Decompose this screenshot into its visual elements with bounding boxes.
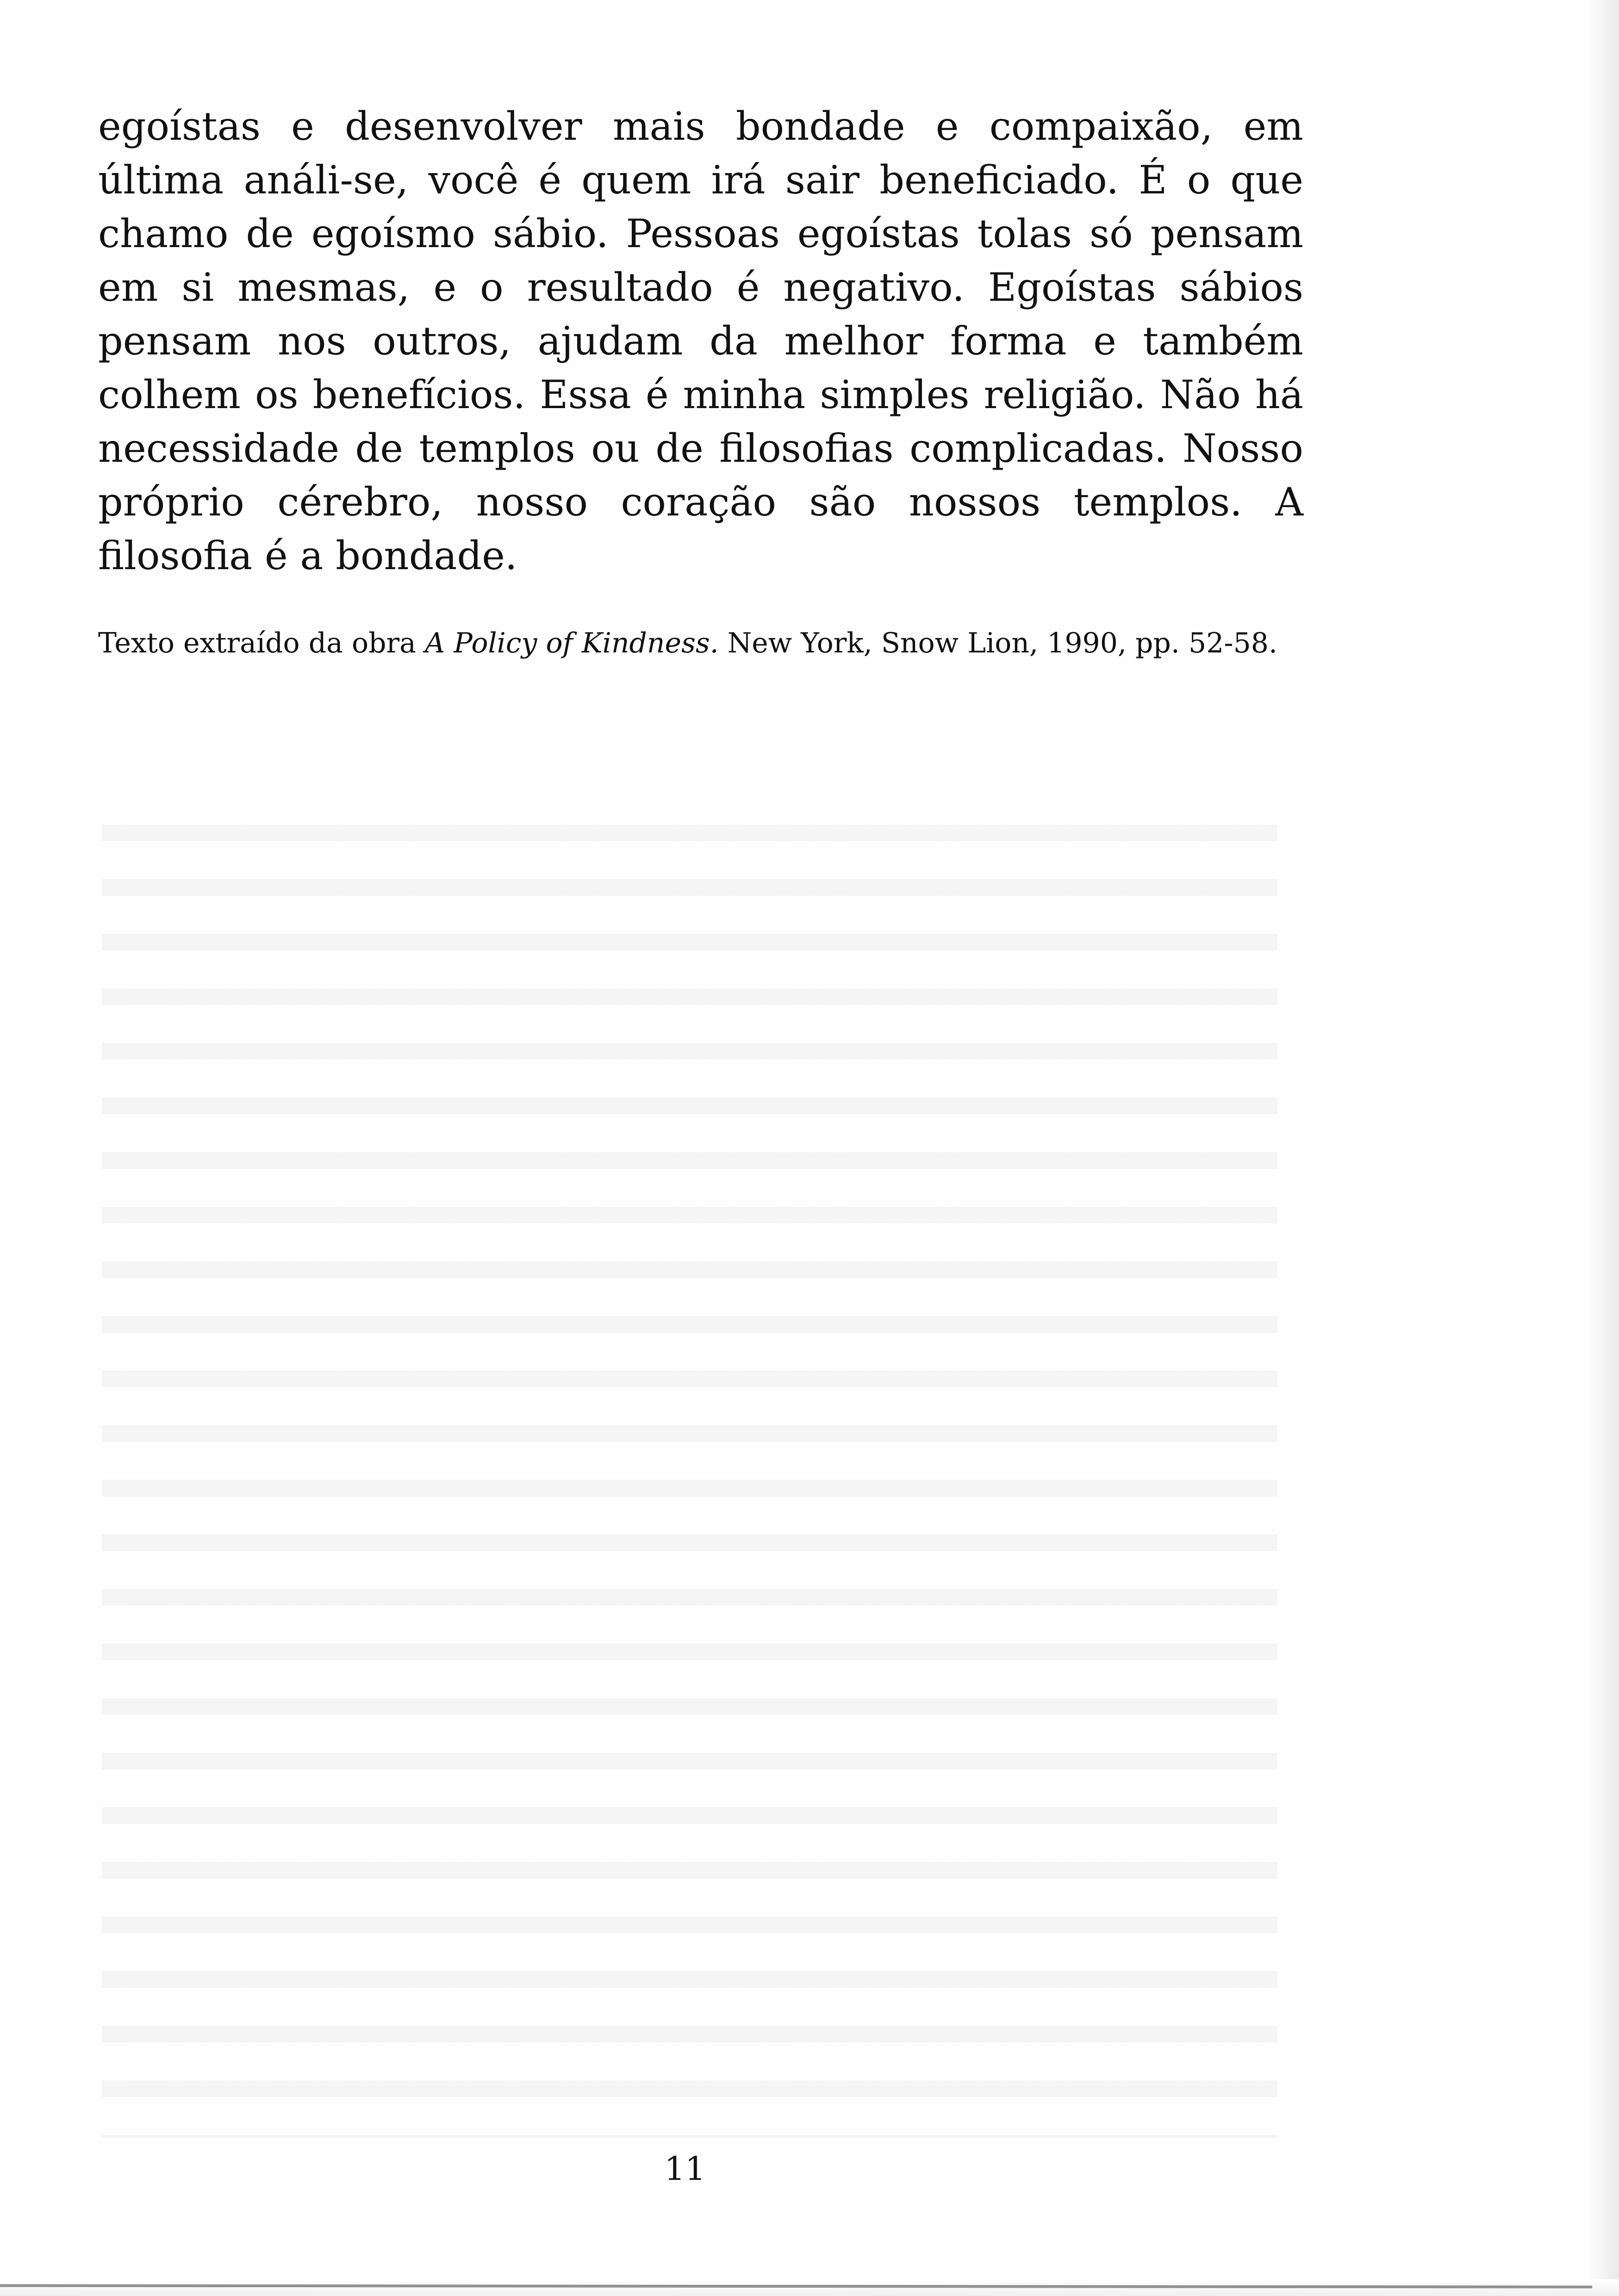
page-number: 11	[664, 2150, 706, 2188]
source-book-title: A Policy of Kindness.	[425, 627, 719, 659]
source-citation	[98, 625, 1348, 662]
body-paragraph: egoístas e desenvolver mais bondade e compaixão, em última análi-se, você é quem irá sair beneficiado. É o que chamo de egoísmo sábio. Pessoas egoístas tolas só pensam em si mesmas, e o resultado é negativo. Egoístas sábios pensam nos outros, ajudam da melhor forma e também colhem os benefícios. Essa é minha simples religião. Não há necessidade de templos ou de filosofias complicadas. Nosso próprio cérebro, nosso coração são nossos templos. A filosofia é a bondade.	[98, 104, 1303, 578]
page-edge-shadow	[1587, 0, 1619, 2296]
reverse-page-bleed-through	[102, 796, 1277, 2138]
source-prefix: Texto extraído da obra	[98, 627, 425, 659]
source-suffix: New York, Snow Lion, 1990, pp. 52-58.	[718, 627, 1278, 659]
